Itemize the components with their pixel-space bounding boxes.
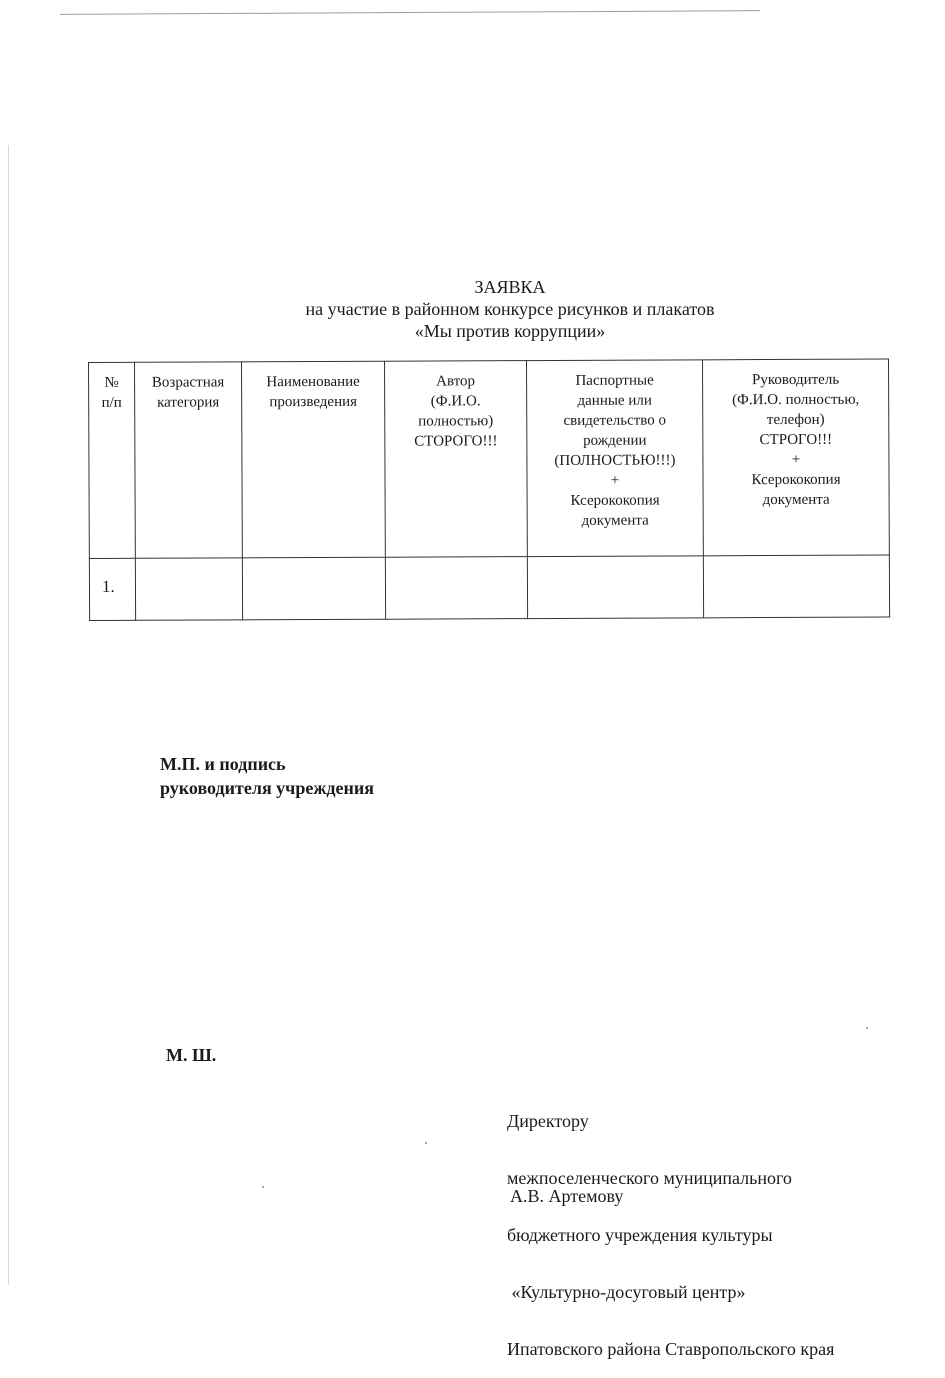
- document-title: ЗАЯВКА: [474, 277, 546, 297]
- addressee-line: бюджетного учреждения культуры: [507, 1225, 773, 1245]
- header-cell-line: Ксерококопия: [751, 471, 841, 489]
- table-cell: [242, 557, 385, 620]
- header-cell-line: (ПОЛНОСТЬЮ!!!): [554, 452, 676, 469]
- header-cell-supervisor: [702, 359, 889, 556]
- stamp-signature-line2: руководителя учреждения: [160, 778, 374, 798]
- table-cell: 1.: [89, 558, 135, 620]
- header-cell-line: п/п: [101, 394, 122, 411]
- scan-speck: [866, 1027, 868, 1029]
- header-cell-line: свидетельство о: [563, 412, 667, 429]
- table-cell: [385, 557, 527, 620]
- addressee-line: Директору: [507, 1111, 589, 1131]
- table-row: [89, 555, 889, 620]
- header-cell-age-category: [135, 362, 243, 558]
- table-cell: [527, 556, 703, 619]
- header-cell-line: (Ф.И.О. полностью,: [732, 391, 860, 409]
- header-cell-line: телефон): [766, 411, 825, 429]
- header-cell-line: полностью): [418, 413, 494, 430]
- table-header-row: [89, 359, 890, 558]
- header-cell-line: СТРОГО!!!: [759, 431, 833, 449]
- header-cell-line: Паспортные: [575, 372, 654, 389]
- addressee-line: «Культурно-досуговый центр»: [507, 1282, 746, 1302]
- header-cell-line: документа: [581, 512, 649, 529]
- header-cell-line: Наименование: [266, 373, 360, 391]
- scan-speck: [425, 1142, 427, 1144]
- header-cell-line: Руководитель: [751, 371, 840, 389]
- scan-speck: [262, 1186, 264, 1188]
- document-subtitle: на участие в районном конкурсе рисунков и плакатов: [305, 299, 715, 319]
- header-cell-line: +: [791, 451, 801, 468]
- table-cell: [703, 555, 889, 618]
- header-cell-line: произведения: [269, 393, 358, 411]
- addressee-line: межпоселенческого муниципального: [507, 1168, 792, 1188]
- contest-name: «Мы против коррупции»: [414, 321, 606, 341]
- header-cell-line: Возрастная: [151, 374, 225, 391]
- header-cell-line: рождении: [583, 432, 647, 449]
- stamp-signature-line1: М.П. и подпись: [160, 754, 286, 774]
- application-table: [88, 359, 890, 621]
- table-cell: [135, 558, 242, 620]
- school-stamp-label: М. Ш.: [166, 1045, 217, 1065]
- header-cell-line: Автор: [436, 373, 476, 390]
- header-cell-line: (Ф.И.О.: [430, 393, 481, 410]
- header-cell-line: №: [104, 374, 119, 391]
- header-cell-line: +: [610, 472, 620, 489]
- header-cell-line: СТОРОГО!!!: [414, 433, 498, 450]
- header-cell-author: [384, 361, 527, 558]
- addressee-line: Ипатовского района Ставропольского края: [507, 1339, 835, 1359]
- header-cell-line: Ксерококопия: [570, 492, 660, 509]
- header-cell-passport: [526, 360, 703, 557]
- header-cell-number: [89, 362, 136, 558]
- stamp-signature-label: [160, 752, 374, 800]
- scan-edge-line: [60, 10, 760, 15]
- header-cell-work-title: [242, 361, 386, 558]
- addressee-block: [507, 1074, 834, 1378]
- header-cell-line: категория: [157, 394, 220, 411]
- addressee-name: А.В. Артемову: [510, 1186, 624, 1206]
- header-cell-line: данные или: [577, 392, 652, 409]
- header-cell-line: документа: [762, 491, 830, 509]
